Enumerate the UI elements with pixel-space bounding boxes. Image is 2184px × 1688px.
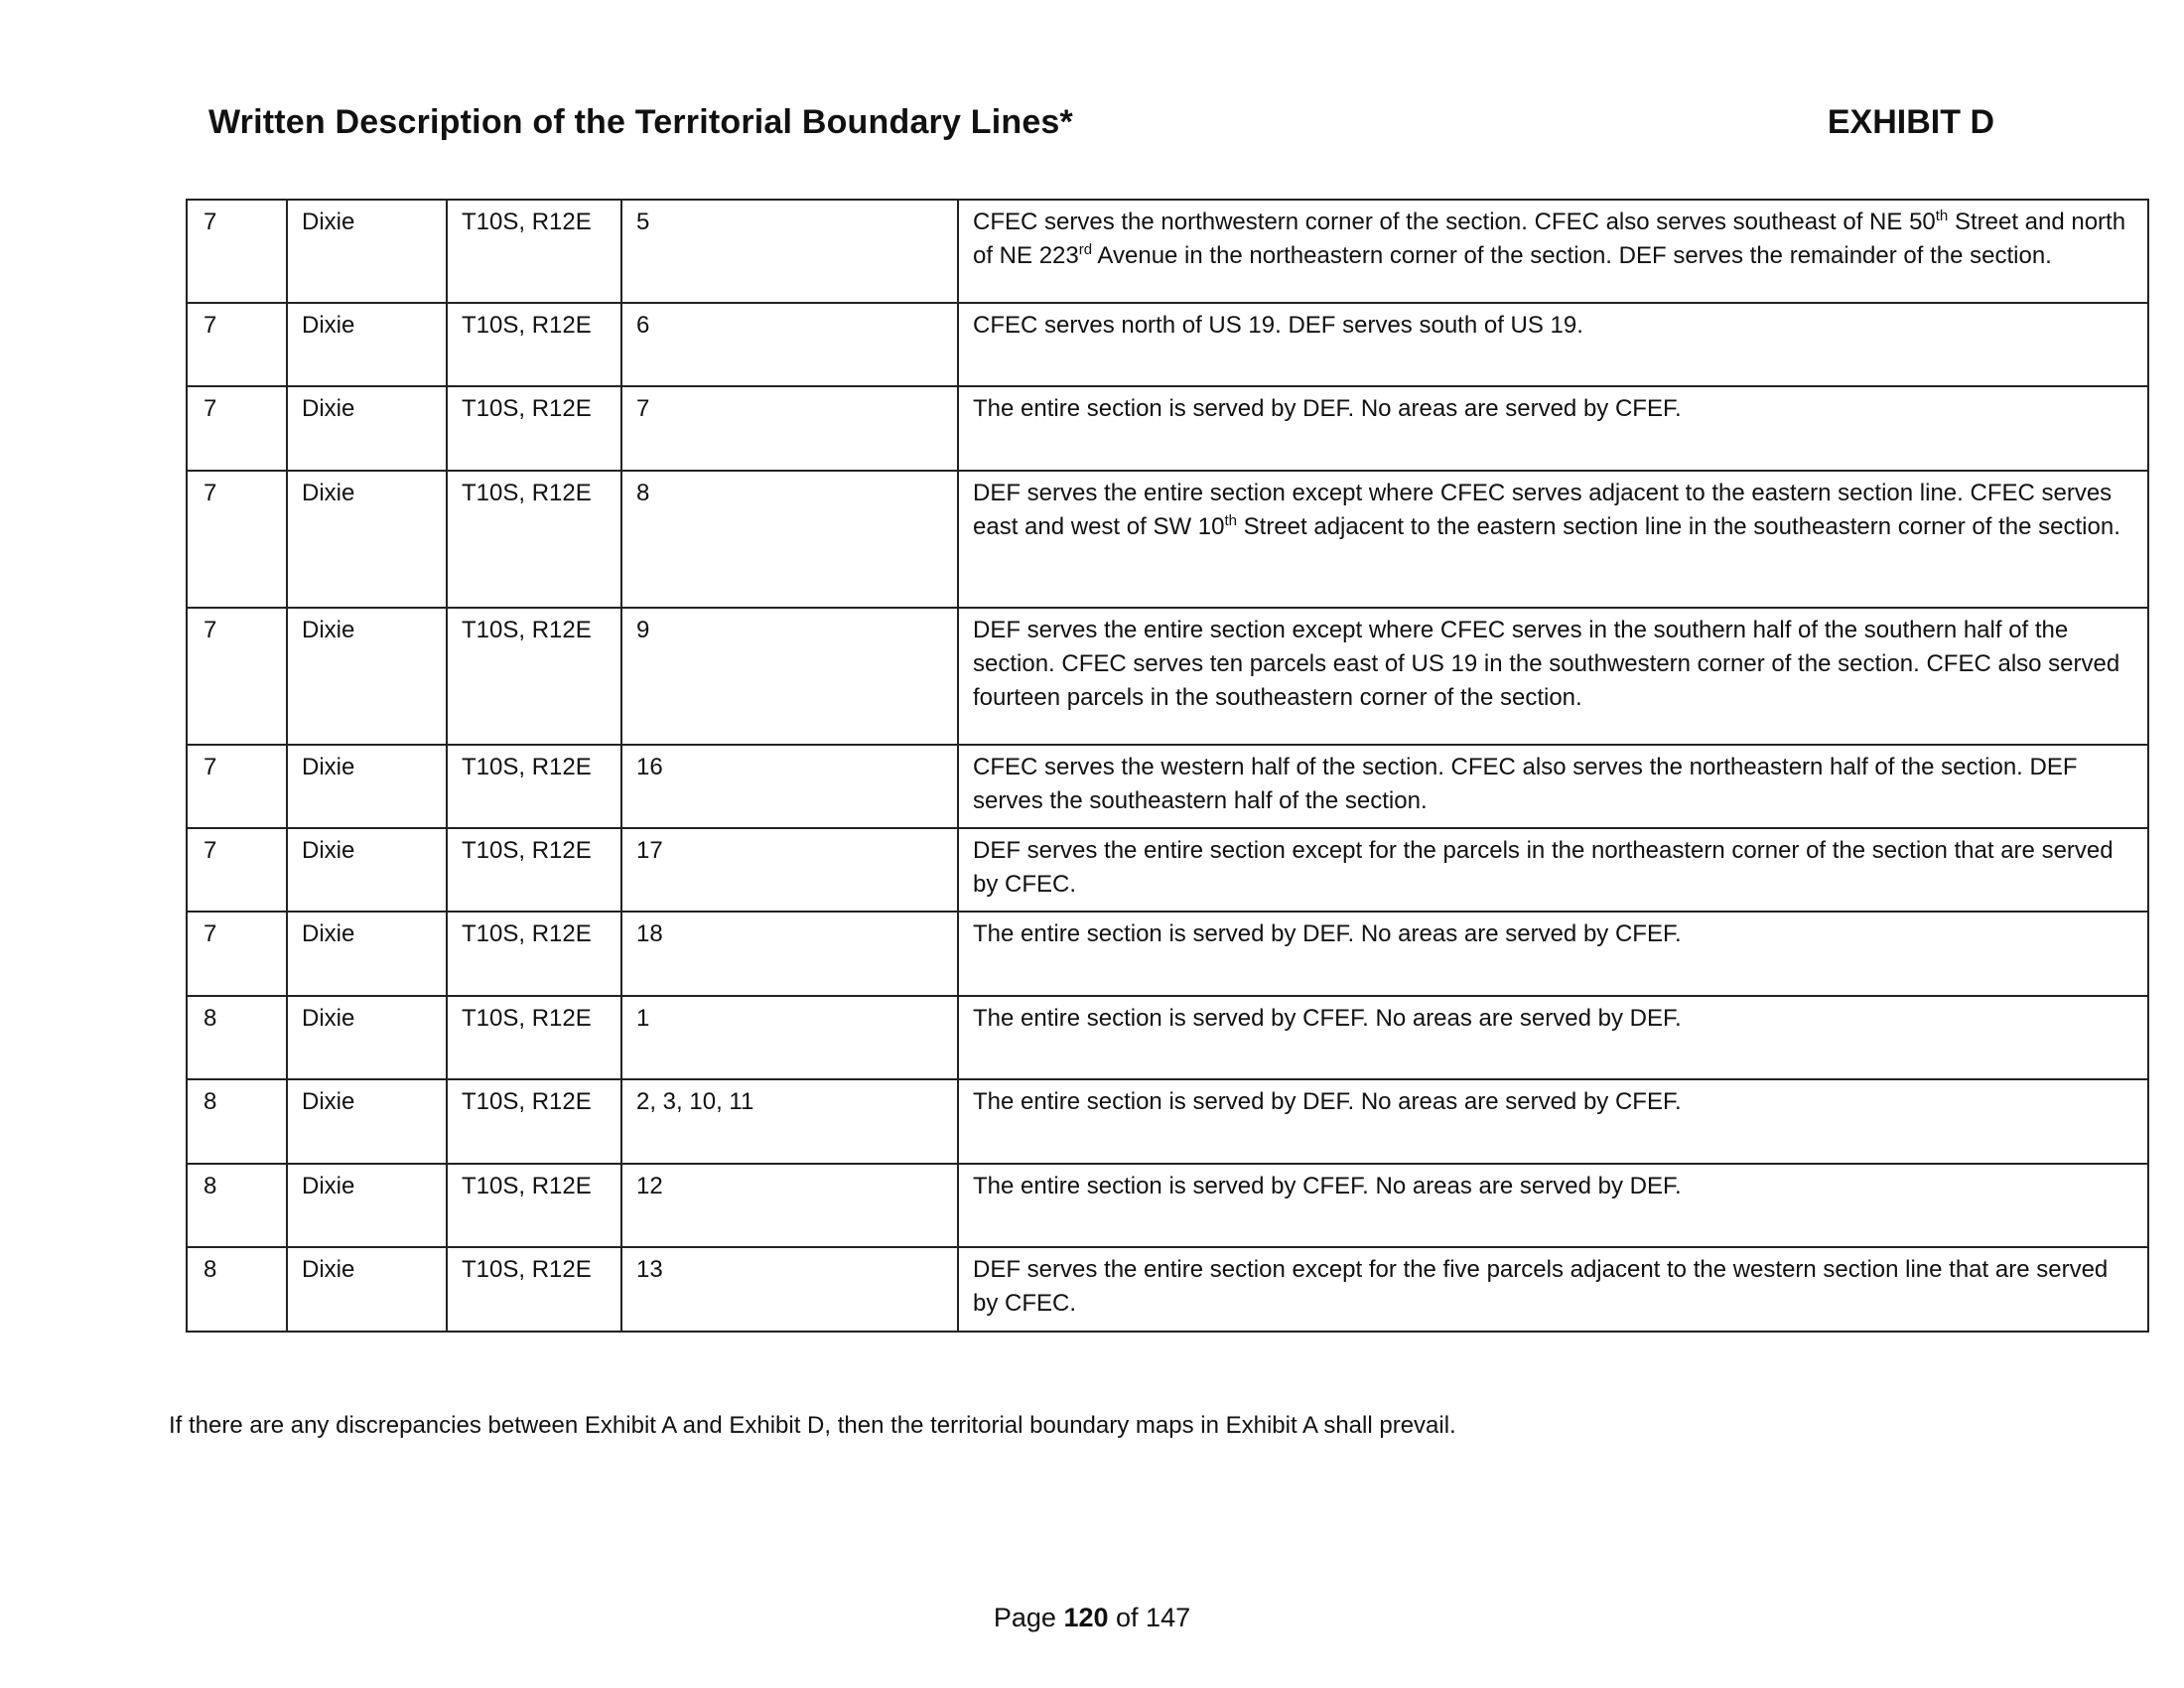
description-text: The entire section is served by DEF. No areas are served by CFEF. bbox=[973, 395, 1682, 422]
section-cell: 5 bbox=[621, 200, 958, 303]
map-number-cell: 8 bbox=[187, 996, 287, 1079]
table-row bbox=[187, 303, 2148, 386]
township-range-cell: T10S, R12E bbox=[447, 608, 621, 745]
township-range-cell: T10S, R12E bbox=[447, 996, 621, 1079]
township-range-cell: T10S, R12E bbox=[447, 1247, 621, 1332]
county-cell: Dixie bbox=[287, 608, 447, 745]
section-cell: 13 bbox=[621, 1247, 958, 1332]
description-cell bbox=[958, 303, 2148, 386]
description-text: The entire section is served by CFEF. No areas are served by DEF. bbox=[973, 1005, 1682, 1032]
township-range-cell: T10S, R12E bbox=[447, 912, 621, 996]
page-title: Written Description of the Territorial Boundary Lines* bbox=[208, 103, 1073, 141]
township-range-cell: T10S, R12E bbox=[447, 1164, 621, 1247]
table-row bbox=[187, 828, 2148, 912]
township-range-cell: T10S, R12E bbox=[447, 828, 621, 912]
table-row bbox=[187, 1247, 2148, 1332]
description-cell bbox=[958, 1247, 2148, 1332]
map-number-cell: 7 bbox=[187, 912, 287, 996]
table-row bbox=[187, 1164, 2148, 1247]
map-number-cell: 8 bbox=[187, 1164, 287, 1247]
county-cell: Dixie bbox=[287, 200, 447, 303]
table-row bbox=[187, 386, 2148, 471]
description-cell bbox=[958, 912, 2148, 996]
section-cell: 18 bbox=[621, 912, 958, 996]
section-cell: 9 bbox=[621, 608, 958, 745]
description-text: Avenue in the northeastern corner of the section. DEF serves the remainder of the section. bbox=[1092, 242, 2052, 269]
description-text: Street and north of NE 223 bbox=[973, 209, 2126, 269]
page-total: 147 bbox=[1146, 1603, 1191, 1632]
page-current: 120 bbox=[1063, 1603, 1109, 1632]
section-cell: 16 bbox=[621, 745, 958, 828]
description-cell bbox=[958, 1164, 2148, 1247]
map-number-cell: 7 bbox=[187, 386, 287, 471]
table-row bbox=[187, 471, 2148, 608]
section-cell: 17 bbox=[621, 828, 958, 912]
section-cell: 8 bbox=[621, 471, 958, 608]
map-number-cell: 8 bbox=[187, 1079, 287, 1164]
description-cell bbox=[958, 608, 2148, 745]
township-range-cell: T10S, R12E bbox=[447, 386, 621, 471]
ordinal-superscript: th bbox=[1224, 512, 1237, 529]
map-number-cell: 7 bbox=[187, 828, 287, 912]
county-cell: Dixie bbox=[287, 996, 447, 1079]
table-row bbox=[187, 1079, 2148, 1164]
description-text: CFEC serves north of US 19. DEF serves south of US 19. bbox=[973, 312, 1583, 339]
map-number-cell: 8 bbox=[187, 1247, 287, 1332]
county-cell: Dixie bbox=[287, 471, 447, 608]
county-cell: Dixie bbox=[287, 1247, 447, 1332]
township-range-cell: T10S, R12E bbox=[447, 1079, 621, 1164]
section-cell: 2, 3, 10, 11 bbox=[621, 1079, 958, 1164]
county-cell: Dixie bbox=[287, 1079, 447, 1164]
table-row bbox=[187, 200, 2148, 303]
description-text: The entire section is served by DEF. No areas are served by CFEF. bbox=[973, 1088, 1682, 1115]
county-cell: Dixie bbox=[287, 303, 447, 386]
ordinal-superscript: rd bbox=[1078, 241, 1093, 258]
map-number-cell: 7 bbox=[187, 303, 287, 386]
description-text: DEF serves the entire section except for the parcels in the northeastern corner of the section that are served by CFEC. bbox=[973, 837, 2114, 898]
ordinal-superscript: th bbox=[1935, 208, 1949, 224]
map-number-cell: 7 bbox=[187, 200, 287, 303]
township-range-cell: T10S, R12E bbox=[447, 745, 621, 828]
section-cell: 7 bbox=[621, 386, 958, 471]
county-cell: Dixie bbox=[287, 912, 447, 996]
description-text: DEF serves the entire section except where CFEC serves in the southern half of the southern half of the section. CFEC serves ten parcels east of US 19 in the southwestern corner of the section. CFEC also served fourteen parcels in the southeastern corner of the section. bbox=[973, 617, 2120, 711]
county-cell: Dixie bbox=[287, 386, 447, 471]
description-text: DEF serves the entire section except for the five parcels adjacent to the western section line that are served by CFEC. bbox=[973, 1256, 2109, 1317]
description-text: CFEC serves the northwestern corner of the section. CFEC also serves southeast of NE 50 bbox=[973, 209, 1936, 235]
description-cell bbox=[958, 386, 2148, 471]
page-middle: of bbox=[1108, 1603, 1147, 1632]
description-text: Street adjacent to the eastern section line in the southeastern corner of the section. bbox=[1236, 513, 2120, 540]
description-text: The entire section is served by CFEF. No areas are served by DEF. bbox=[973, 1173, 1682, 1199]
description-text: DEF serves the entire section except where CFEC serves adjacent to the eastern section line. CFEC serves east and west of SW 10 bbox=[973, 480, 2113, 540]
description-text: The entire section is served by DEF. No areas are served by CFEF. bbox=[973, 920, 1682, 947]
section-cell: 1 bbox=[621, 996, 958, 1079]
table-row bbox=[187, 745, 2148, 828]
boundary-table-body bbox=[187, 200, 2148, 1332]
page-prefix: Page bbox=[993, 1603, 1064, 1632]
description-cell bbox=[958, 200, 2148, 303]
section-cell: 6 bbox=[621, 303, 958, 386]
township-range-cell: T10S, R12E bbox=[447, 471, 621, 608]
description-cell bbox=[958, 1079, 2148, 1164]
table-row bbox=[187, 912, 2148, 996]
table-row bbox=[187, 608, 2148, 745]
discrepancy-footnote: If there are any discrepancies between Exhibit A and Exhibit D, then the territorial boundary maps in Exhibit A shall prevail. bbox=[169, 1412, 1456, 1439]
description-cell bbox=[958, 996, 2148, 1079]
map-number-cell: 7 bbox=[187, 471, 287, 608]
map-number-cell: 7 bbox=[187, 745, 287, 828]
map-number-cell: 7 bbox=[187, 608, 287, 745]
page-number bbox=[0, 1603, 2184, 1633]
county-cell: Dixie bbox=[287, 1164, 447, 1247]
county-cell: Dixie bbox=[287, 745, 447, 828]
county-cell: Dixie bbox=[287, 828, 447, 912]
description-cell bbox=[958, 471, 2148, 608]
section-cell: 12 bbox=[621, 1164, 958, 1247]
description-cell bbox=[958, 828, 2148, 912]
table-row bbox=[187, 996, 2148, 1079]
exhibit-label: EXHIBIT D bbox=[1827, 103, 1994, 141]
description-cell bbox=[958, 745, 2148, 828]
description-text: CFEC serves the western half of the section. CFEC also serves the northeastern half of the section. DEF serves the southeastern half of the section. bbox=[973, 754, 2078, 814]
boundary-table bbox=[186, 199, 2149, 1333]
township-range-cell: T10S, R12E bbox=[447, 200, 621, 303]
township-range-cell: T10S, R12E bbox=[447, 303, 621, 386]
